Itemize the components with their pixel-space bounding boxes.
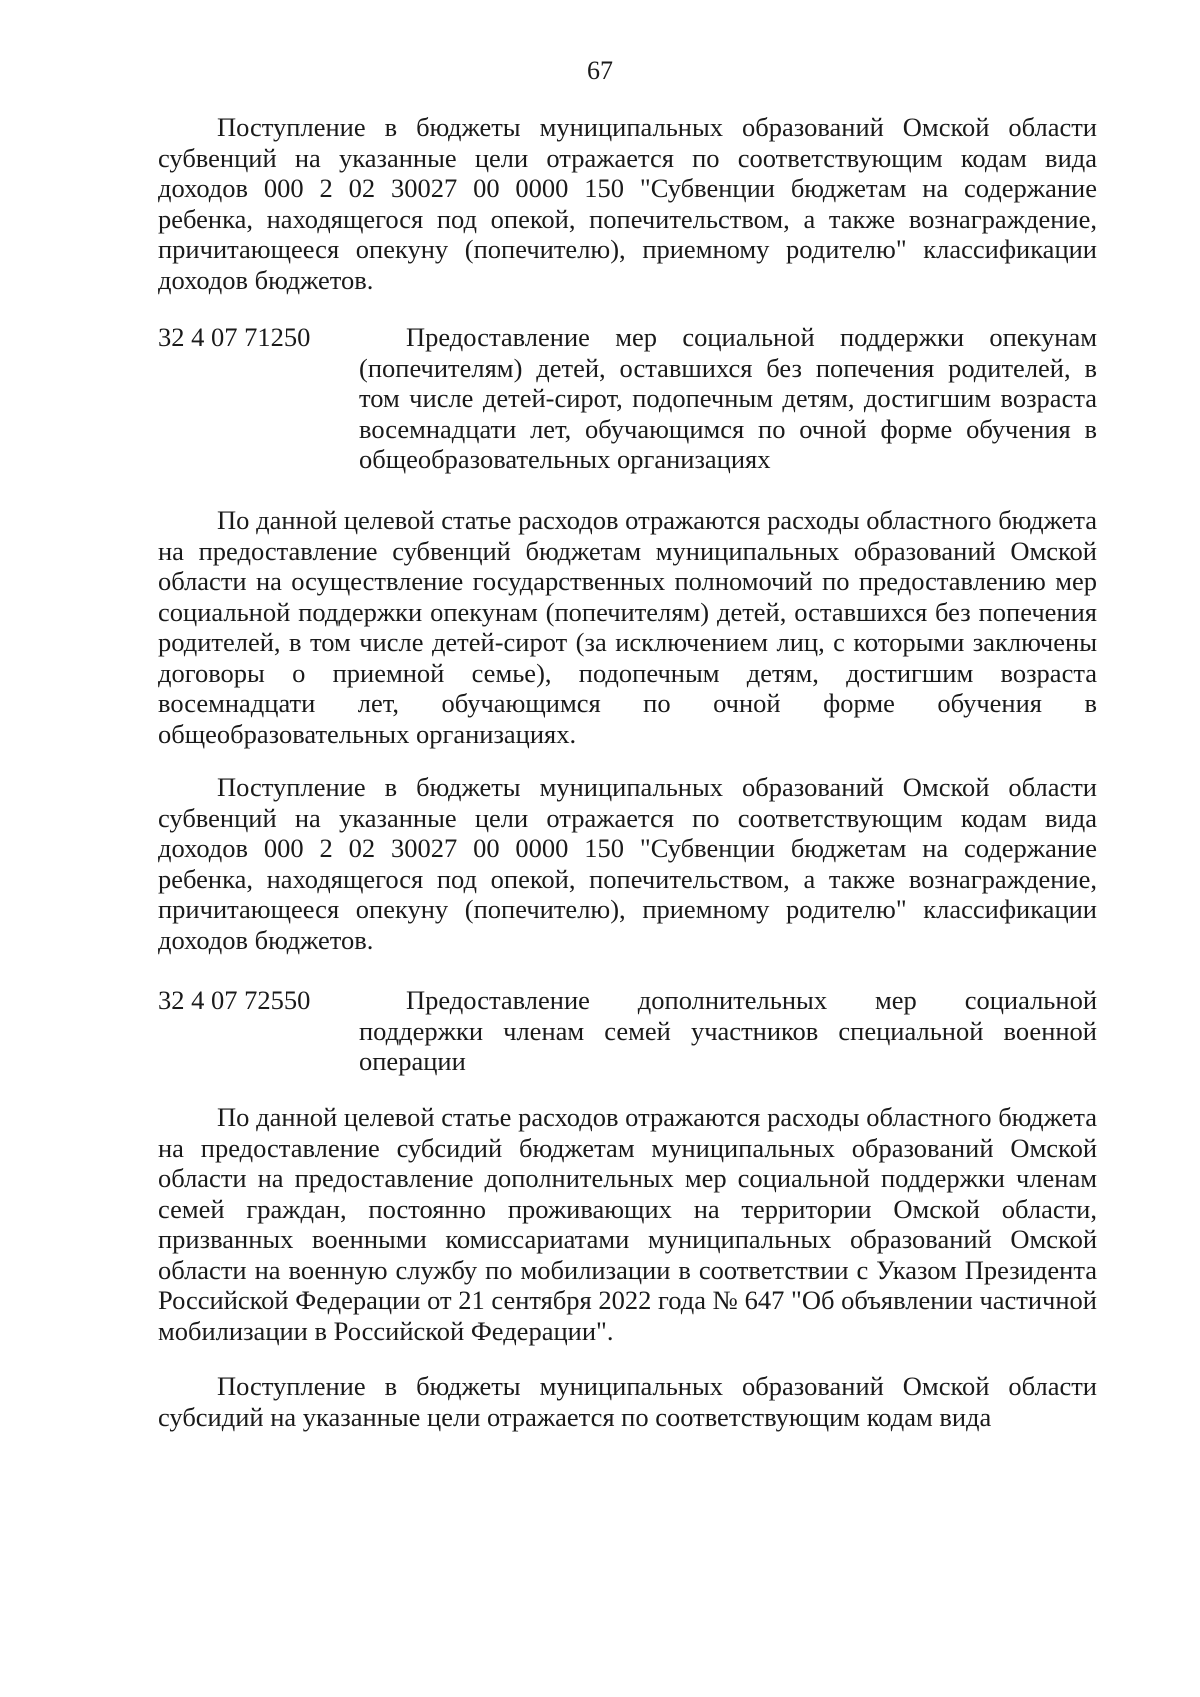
paragraph-subsidy-receipt: Поступление в бюджеты муниципальных образований Омской области субсидий на указанные цели отражается по соответствующим кодам вида (158, 1371, 1097, 1432)
paragraph-subvention-receipt-1: Поступление в бюджеты муниципальных образований Омской области субвенций на указанные цели отражается по соответствующим кодам вида доходов 000 2 02 30027 00 0000 150 "Субвенции бюджетам на содержание ребенка, находящегося под опекой, попечительством, а также вознаграждение, причитающееся опекуну (попечителю), приемному родителю" классификации доходов бюджетов. (158, 112, 1097, 295)
paragraph-expenses-72550: По данной целевой статье расходов отражаются расходы областного бюджета на предоставление субсидий бюджетам муниципальных образований Омской области на предоставление дополнительных мер социальной поддержки членам семей граждан, постоянно проживающих на территории Омской области, призванных военными комиссариатами муниципальных образований Омской области на военную службу по мобилизации в соответствии с Указом Президента Российской Федерации от 21 сентября 2022 года № 647 "Об объявлении частичной мобилизации в Российской Федерации". (158, 1102, 1097, 1346)
article-title-72550: Предоставление дополнительных мер социальной поддержки членам семей участников специальной военной операции (359, 985, 1097, 1076)
budget-code-72550: 32 4 07 72550 (158, 985, 311, 1015)
paragraph-expenses-71250: По данной целевой статье расходов отражаются расходы областного бюджета на предоставление субвенций бюджетам муниципальных образований Омской области на осуществление государственных полномочий по предоставлению мер социальной поддержки опекунам (попечителям) детей, оставшихся без попечения родителей, в том числе детей-сирот (за исключением лиц, с которыми заключены договоры о приемной семье), подопечным детям, достигшим возраста восемнадцати лет, обучающимся по очной форме обучения в общеобразовательных организациях. (158, 505, 1097, 749)
page-number: 67 (587, 56, 613, 85)
paragraph-subvention-receipt-2: Поступление в бюджеты муниципальных образований Омской области субвенций на указанные цели отражается по соответствующим кодам вида доходов 000 2 02 30027 00 0000 150 "Субвенции бюджетам на содержание ребенка, находящегося под опекой, попечительством, а также вознаграждение, причитающееся опекуну (попечителю), приемному родителю" классификации доходов бюджетов. (158, 772, 1097, 955)
budget-code-71250: 32 4 07 71250 (158, 322, 311, 352)
article-title-71250: Предоставление мер социальной поддержки опекунам (попечителям) детей, оставшихся без попечения родителей, в том числе детей-сирот, подопечным детям, достигшим возраста восемнадцати лет, обучающимся по очной форме обучения в общеобразовательных организациях (359, 322, 1097, 474)
